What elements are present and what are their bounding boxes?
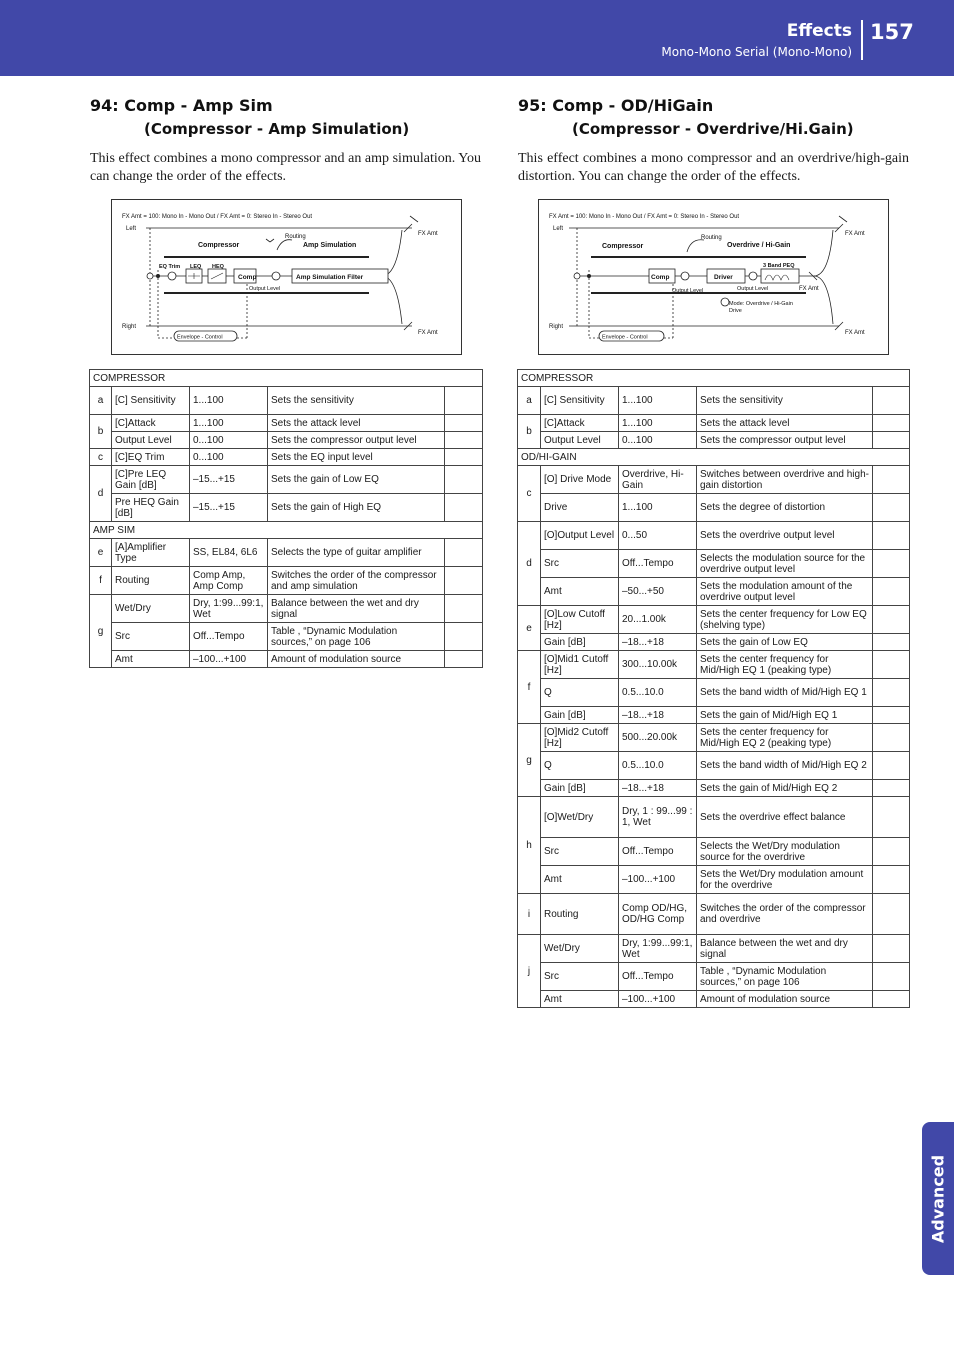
- cell-desc: Sets the gain of Low EQ: [697, 634, 873, 651]
- cell-empty: [873, 935, 910, 963]
- table-row: [518, 522, 910, 550]
- cell-range: –100...+100: [190, 651, 268, 668]
- diagram-output-level: Output Level: [249, 286, 281, 292]
- cell-range: –15...+15: [190, 494, 268, 522]
- cell-empty: [445, 387, 483, 415]
- table-row: [90, 466, 483, 494]
- diagram-comp-od-higain: [538, 199, 889, 355]
- cell-empty: [873, 522, 910, 550]
- diagram-left-label: Left: [126, 226, 137, 232]
- cell-empty: [445, 539, 483, 567]
- cell-param: [O] Drive Mode: [541, 466, 619, 494]
- diagram-compressor: Compressor: [198, 242, 240, 249]
- cell-param: Output Level: [541, 432, 619, 449]
- row-letter: f: [518, 651, 541, 724]
- cell-param: [O]Low Cutoff [Hz]: [541, 606, 619, 634]
- cell-empty: [873, 578, 910, 606]
- cell-range: 0.5...10.0: [619, 679, 697, 707]
- cell-desc: Sets the modulation amount of the overdrive output level: [697, 578, 873, 606]
- cell-param: [O]Mid2 Cutoff [Hz]: [541, 724, 619, 752]
- cell-param: Routing: [112, 567, 190, 595]
- table-row: [90, 539, 483, 567]
- cell-empty: [445, 567, 483, 595]
- cell-param: [C]Attack: [541, 415, 619, 432]
- diagram-fx-amt-bottom: FX Amt: [418, 330, 438, 336]
- cell-param: [C]Pre LEQ Gain [dB]: [112, 466, 190, 494]
- section-95-title: 95: Comp - OD/HiGain: [518, 96, 714, 115]
- cell-range: 1...100: [619, 387, 697, 415]
- cell-empty: [873, 679, 910, 707]
- cell-param: [O]Output Level: [541, 522, 619, 550]
- header-title: Effects: [786, 21, 852, 41]
- row-letter: a: [90, 387, 112, 415]
- cell-desc: Sets the overdrive effect balance: [697, 797, 873, 838]
- cell-param: Src: [112, 623, 190, 651]
- cell-param: Wet/Dry: [541, 935, 619, 963]
- table-row: [90, 449, 483, 466]
- cell-range: –18...+18: [619, 707, 697, 724]
- cell-desc: Sets the Wet/Dry modulation amount for the overdrive: [697, 866, 873, 894]
- section-label: OD/HI-GAIN: [518, 449, 910, 466]
- cell-empty: [873, 550, 910, 578]
- cell-empty: [873, 866, 910, 894]
- cell-empty: [873, 606, 910, 634]
- cell-range: 1...100: [619, 494, 697, 522]
- diagram2-driver: Driver: [714, 274, 733, 281]
- cell-desc: Switches the order of the compressor and amp simulation: [268, 567, 445, 595]
- cell-empty: [445, 494, 483, 522]
- cell-empty: [873, 387, 910, 415]
- cell-desc: Sets the compressor output level: [697, 432, 873, 449]
- row-letter: h: [518, 797, 541, 894]
- cell-desc: Switches the order of the compressor and overdrive: [697, 894, 873, 935]
- cell-range: SS, EL84, 6L6: [190, 539, 268, 567]
- diagram-heq: HEQ: [212, 264, 224, 270]
- cell-param: Gain [dB]: [541, 780, 619, 797]
- row-letter: e: [518, 606, 541, 651]
- cell-empty: [873, 894, 910, 935]
- diagram2-left-label: Left: [553, 226, 564, 232]
- cell-range: 0...100: [190, 449, 268, 466]
- cell-range: –100...+100: [619, 991, 697, 1008]
- table-row: [518, 550, 910, 578]
- header-subtitle: Mono-Mono Serial (Mono-Mono): [661, 45, 852, 59]
- cell-param: Q: [541, 679, 619, 707]
- cell-range: –18...+18: [619, 780, 697, 797]
- cell-param: Amt: [541, 991, 619, 1008]
- cell-empty: [445, 466, 483, 494]
- table-row: [518, 387, 910, 415]
- diagram2-drive: Drive: [729, 308, 742, 314]
- table-row: [518, 578, 910, 606]
- diagram2-output-level-1: Output Level: [672, 288, 704, 294]
- table-row: [518, 651, 910, 679]
- cell-empty: [873, 651, 910, 679]
- cell-range: 0...100: [619, 432, 697, 449]
- diagram-leq: LEQ: [190, 264, 202, 270]
- cell-range: Dry, 1:99...99:1, Wet: [619, 935, 697, 963]
- cell-param: [C]Attack: [112, 415, 190, 432]
- cell-desc: Sets the band width of Mid/High EQ 1: [697, 679, 873, 707]
- section-94-subtitle: (Compressor - Amp Simulation): [144, 120, 410, 138]
- diagram2-fx-amt-bottom: FX Amt: [845, 330, 865, 336]
- cell-range: 1...100: [190, 415, 268, 432]
- cell-empty: [873, 724, 910, 752]
- cell-desc: Sets the EQ input level: [268, 449, 445, 466]
- diagram-fx-amt-top: FX Amt: [418, 231, 438, 237]
- cell-param: [C]EQ Trim: [112, 449, 190, 466]
- diagram-comp: Comp: [238, 274, 257, 281]
- table-row: [518, 707, 910, 724]
- table-row: [518, 894, 910, 935]
- table-section-row: [90, 370, 483, 387]
- side-tab-label: Advanced: [928, 1154, 948, 1243]
- cell-range: 1...100: [190, 387, 268, 415]
- cell-desc: Sets the center frequency for Mid/High EQ 2 (peaking type): [697, 724, 873, 752]
- row-letter: f: [90, 567, 112, 595]
- cell-range: Off...Tempo: [619, 838, 697, 866]
- table-row: [518, 752, 910, 780]
- cell-desc: Sets the band width of Mid/High EQ 2: [697, 752, 873, 780]
- table-section-row: [518, 370, 910, 387]
- cell-desc: Sets the degree of distortion: [697, 494, 873, 522]
- cell-desc: Sets the sensitivity: [697, 387, 873, 415]
- cell-empty: [873, 797, 910, 838]
- table-row: [518, 724, 910, 752]
- cell-empty: [873, 991, 910, 1008]
- table-row: [90, 494, 483, 522]
- section-95-description: This effect combines a mono compressor and an overdrive/high-gain distortion. You can change the order of the effects.: [518, 151, 909, 184]
- cell-empty: [873, 494, 910, 522]
- cell-range: Comp OD/HG, OD/HG Comp: [619, 894, 697, 935]
- table-row: [90, 651, 483, 668]
- cell-param: Src: [541, 838, 619, 866]
- diagram-top-note: FX Amt = 100: Mono In - Mono Out / FX Amt = 0: Stereo In - Stereo Out: [122, 214, 313, 220]
- cell-param: Gain [dB]: [541, 634, 619, 651]
- page-number: 157: [870, 20, 914, 44]
- cell-desc: Sets the overdrive output level: [697, 522, 873, 550]
- diagram2-peq: 3 Band PEQ: [763, 263, 795, 269]
- table-row: [90, 415, 483, 432]
- cell-param: Wet/Dry: [112, 595, 190, 623]
- cell-desc: Amount of modulation source: [697, 991, 873, 1008]
- row-letter: b: [518, 415, 541, 449]
- cell-empty: [873, 780, 910, 797]
- cell-desc: Sets the compressor output level: [268, 432, 445, 449]
- cell-desc: Balance between the wet and dry signal: [268, 595, 445, 623]
- row-letter: e: [90, 539, 112, 567]
- table-row: [518, 935, 910, 963]
- cell-empty: [873, 634, 910, 651]
- table-row: [90, 595, 483, 623]
- table-row: [90, 387, 483, 415]
- cell-desc: Sets the gain of High EQ: [268, 494, 445, 522]
- cell-desc: Switches between overdrive and high-gain distortion: [697, 466, 873, 494]
- cell-range: 20...1.00k: [619, 606, 697, 634]
- cell-empty: [873, 466, 910, 494]
- cell-desc: Sets the center frequency for Mid/High EQ 1 (peaking type): [697, 651, 873, 679]
- table-row: [518, 797, 910, 838]
- cell-param: Src: [541, 963, 619, 991]
- cell-param: Pre HEQ Gain [dB]: [112, 494, 190, 522]
- cell-empty: [445, 415, 483, 432]
- cell-desc: Table , “Dynamic Modulation sources,” on page 106: [268, 623, 445, 651]
- section-label: COMPRESSOR: [90, 370, 483, 387]
- cell-param: [A]Amplifier Type: [112, 539, 190, 567]
- diagram2-output-level-2: Output Level: [737, 286, 769, 292]
- diagram-eq-trim: EQ Trim: [159, 264, 181, 270]
- cell-param: Amt: [112, 651, 190, 668]
- cell-empty: [873, 838, 910, 866]
- cell-range: Overdrive, Hi-Gain: [619, 466, 697, 494]
- cell-range: –15...+15: [190, 466, 268, 494]
- param-table-comp-amp-sim: [89, 369, 483, 668]
- cell-range: –100...+100: [619, 866, 697, 894]
- cell-range: 0...100: [190, 432, 268, 449]
- diagram2-comp: Comp: [651, 274, 670, 281]
- cell-param: Src: [541, 550, 619, 578]
- cell-range: Off...Tempo: [190, 623, 268, 651]
- diagram2-top-note: FX Amt = 100: Mono In - Mono Out / FX Amt = 0: Stereo In - Stereo Out: [549, 214, 740, 220]
- table-row: [518, 780, 910, 797]
- table-row: [90, 623, 483, 651]
- cell-empty: [873, 415, 910, 432]
- table-row: [518, 634, 910, 651]
- diagram2-compressor: Compressor: [602, 243, 644, 250]
- row-letter: c: [90, 449, 112, 466]
- section-label: COMPRESSOR: [518, 370, 910, 387]
- row-letter: j: [518, 935, 541, 1008]
- table-row: [518, 432, 910, 449]
- row-letter: i: [518, 894, 541, 935]
- cell-empty: [445, 595, 483, 623]
- table-row: [518, 415, 910, 432]
- cell-range: 300...10.00k: [619, 651, 697, 679]
- cell-range: Off...Tempo: [619, 963, 697, 991]
- table-row: [90, 567, 483, 595]
- cell-param: Output Level: [112, 432, 190, 449]
- cell-param: Amt: [541, 866, 619, 894]
- diagram-envelope: Envelope - Control: [177, 334, 223, 341]
- cell-desc: Selects the Wet/Dry modulation source for the overdrive: [697, 838, 873, 866]
- cell-desc: Sets the gain of Low EQ: [268, 466, 445, 494]
- cell-empty: [873, 963, 910, 991]
- param-table-comp-od-higain: [517, 369, 910, 1008]
- cell-param: Q: [541, 752, 619, 780]
- cell-param: Gain [dB]: [541, 707, 619, 724]
- cell-range: –18...+18: [619, 634, 697, 651]
- cell-param: Amt: [541, 578, 619, 606]
- cell-param: [O]Wet/Dry: [541, 797, 619, 838]
- diagram2-routing: Routing: [701, 235, 722, 241]
- cell-empty: [445, 651, 483, 668]
- table-row: [518, 838, 910, 866]
- cell-range: 500...20.00k: [619, 724, 697, 752]
- cell-param: Drive: [541, 494, 619, 522]
- row-letter: d: [90, 466, 112, 522]
- cell-desc: Selects the modulation source for the overdrive output level: [697, 550, 873, 578]
- table-section-row: [90, 522, 483, 539]
- diagram2-envelope: Envelope - Control: [602, 334, 648, 341]
- section-label: AMP SIM: [90, 522, 483, 539]
- cell-empty: [873, 707, 910, 724]
- cell-desc: Sets the attack level: [697, 415, 873, 432]
- row-letter: g: [518, 724, 541, 797]
- cell-range: 1...100: [619, 415, 697, 432]
- cell-param: [C] Sensitivity: [541, 387, 619, 415]
- diagram2-right-label: Right: [549, 324, 564, 330]
- cell-param: [O]Mid1 Cutoff [Hz]: [541, 651, 619, 679]
- cell-range: –50...+50: [619, 578, 697, 606]
- row-letter: b: [90, 415, 112, 449]
- cell-range: Off...Tempo: [619, 550, 697, 578]
- page-header: [0, 0, 954, 76]
- cell-desc: Sets the gain of Mid/High EQ 2: [697, 780, 873, 797]
- cell-empty: [873, 432, 910, 449]
- cell-desc: Selects the type of guitar amplifier: [268, 539, 445, 567]
- cell-desc: Balance between the wet and dry signal: [697, 935, 873, 963]
- table-row: [90, 432, 483, 449]
- section-94-description: This effect combines a mono compressor and an amp simulation. You can change the order of the effects.: [90, 151, 481, 184]
- cell-empty: [445, 432, 483, 449]
- cell-empty: [445, 449, 483, 466]
- cell-empty: [873, 752, 910, 780]
- diagram-amp-sim: Amp Simulation: [303, 242, 357, 249]
- section-95-subtitle: (Compressor - Overdrive/Hi.Gain): [572, 120, 854, 138]
- row-letter: c: [518, 466, 541, 522]
- table-row: [518, 991, 910, 1008]
- diagram2-fx-amt-top: FX Amt: [845, 231, 865, 237]
- diagram2-fx-amt-mid: FX Amt: [799, 286, 819, 292]
- cell-range: 0.5...10.0: [619, 752, 697, 780]
- cell-desc: Table , “Dynamic Modulation sources,” on page 106: [697, 963, 873, 991]
- cell-range: Comp Amp, Amp Comp: [190, 567, 268, 595]
- diagram-right-label: Right: [122, 324, 137, 330]
- table-row: [518, 494, 910, 522]
- section-94-title: 94: Comp - Amp Sim: [90, 96, 273, 115]
- cell-range: Dry, 1 : 99...99 : 1, Wet: [619, 797, 697, 838]
- cell-range: 0...50: [619, 522, 697, 550]
- diagram2-mode: Mode: Overdrive / Hi-Gain: [729, 301, 793, 307]
- row-letter: g: [90, 595, 112, 668]
- cell-param: [C] Sensitivity: [112, 387, 190, 415]
- table-section-row: [518, 449, 910, 466]
- diagram-comp-amp-sim: [111, 199, 462, 355]
- table-row: [518, 679, 910, 707]
- cell-desc: Amount of modulation source: [268, 651, 445, 668]
- cell-empty: [445, 623, 483, 651]
- diagram-amp-filter: Amp Simulation Filter: [296, 274, 364, 281]
- cell-desc: Sets the attack level: [268, 415, 445, 432]
- diagram2-od: Overdrive / Hi-Gain: [727, 242, 791, 249]
- table-row: [518, 606, 910, 634]
- row-letter: d: [518, 522, 541, 606]
- diagram-routing: Routing: [285, 234, 306, 240]
- table-row: [518, 866, 910, 894]
- header-divider: [861, 20, 863, 60]
- table-row: [518, 963, 910, 991]
- table-row: [518, 466, 910, 494]
- cell-desc: Sets the sensitivity: [268, 387, 445, 415]
- cell-desc: Sets the center frequency for Low EQ (shelving type): [697, 606, 873, 634]
- side-tab-advanced[interactable]: [922, 1122, 954, 1275]
- row-letter: a: [518, 387, 541, 415]
- cell-param: Routing: [541, 894, 619, 935]
- cell-range: Dry, 1:99...99:1, Wet: [190, 595, 268, 623]
- cell-desc: Sets the gain of Mid/High EQ 1: [697, 707, 873, 724]
